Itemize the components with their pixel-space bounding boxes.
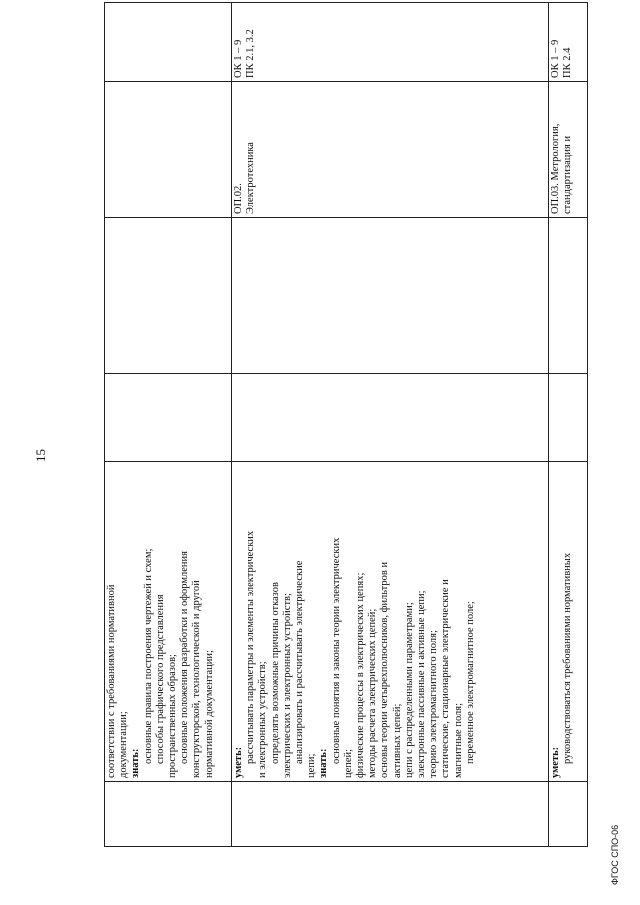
cell-line: уметь: (233, 746, 244, 778)
discipline-cell (549, 82, 588, 218)
cell-line: основные понятия и законы теории электрических (330, 537, 342, 764)
knowledge-cell (105, 462, 232, 782)
cell-line: определять возможные причины отказов (269, 582, 281, 764)
competency-line: ОК 1 – 9 (550, 39, 561, 78)
cell-line: и электронных устройств; (257, 661, 269, 778)
hours-cell (105, 374, 232, 462)
cell-line: соответствии с требованиями нормативной (106, 584, 117, 778)
index-cell (105, 782, 232, 847)
footer-standard-code: ФГОС СПО-06 (610, 824, 620, 885)
competency-line: ПК 2.4 (562, 47, 574, 78)
table-row (105, 3, 232, 847)
competencies-cell (232, 3, 549, 82)
competencies-cell (105, 3, 232, 82)
cell-line: способы графического представления (154, 594, 166, 764)
hours-cell (549, 218, 588, 374)
cell-line: рассчитывать параметры и элементы электрических (245, 530, 257, 764)
cell-line: теорию электромагнитного поля; (428, 630, 440, 778)
hours-cell (232, 218, 549, 374)
cell-line: пространственных образов; (167, 654, 179, 778)
cell-line: переменное электромагнитное поле; (464, 601, 476, 764)
cell-line: руководствоваться требованиями нормативных (562, 552, 574, 764)
knowledge-cell (232, 462, 549, 782)
cell-line: нормативной документации; (203, 650, 215, 778)
table-row (549, 3, 588, 847)
cell-line: конструкторской, технологической и другой (191, 580, 203, 778)
cell-line: активных цепей; (391, 703, 403, 778)
discipline-cell (232, 82, 549, 218)
competency-line: ПК 2.1, 3.2 (245, 29, 257, 78)
hours-cell (105, 218, 232, 374)
competency-table (104, 2, 588, 847)
index-cell (232, 782, 549, 847)
competency-line: ОК 1 – 9 (233, 39, 244, 78)
discipline-title: стандартизация и (562, 135, 574, 214)
discipline-cell (105, 82, 232, 218)
table-row (232, 3, 549, 847)
cell-line: документации; (118, 711, 130, 778)
knowledge-cell (549, 462, 588, 782)
discipline-code: ОП.03. Метрология, (550, 123, 561, 214)
cell-line: уметь: (550, 746, 561, 778)
cell-line: знать: (130, 748, 142, 778)
cell-line: магнитные поля; (452, 702, 464, 778)
cell-line: цепи; (306, 753, 318, 778)
competencies-cell (549, 3, 588, 82)
cell-line: методы расчета электрических цепей; (367, 608, 379, 778)
page-number: 15 (33, 449, 48, 462)
cell-line: цепи с распределенными параметрами; (403, 602, 415, 778)
cell-line: электронные пассивные и активные цепи; (416, 590, 428, 778)
cell-line: основные положения разработки и оформления (179, 551, 191, 764)
hours-cell (232, 374, 549, 462)
cell-line: статические, стационарные электрические и (440, 579, 452, 778)
hours-cell (549, 374, 588, 462)
cell-line: знать: (318, 748, 330, 778)
cell-line: физические процессы в электрических цепях; (355, 572, 367, 778)
cell-line: основы теории четырехполюсников, фильтров и (379, 561, 391, 778)
index-cell (549, 782, 588, 847)
cell-line: электрических и электронных устройств; (281, 593, 293, 778)
cell-line: цепей; (342, 748, 354, 778)
cell-line: основные правила построения чертежей и схем; (142, 548, 154, 764)
discipline-code: ОП.02. (233, 183, 244, 214)
discipline-title: Электротехника (245, 142, 257, 214)
cell-line: анализировать и рассчитывать электрические (294, 560, 306, 764)
